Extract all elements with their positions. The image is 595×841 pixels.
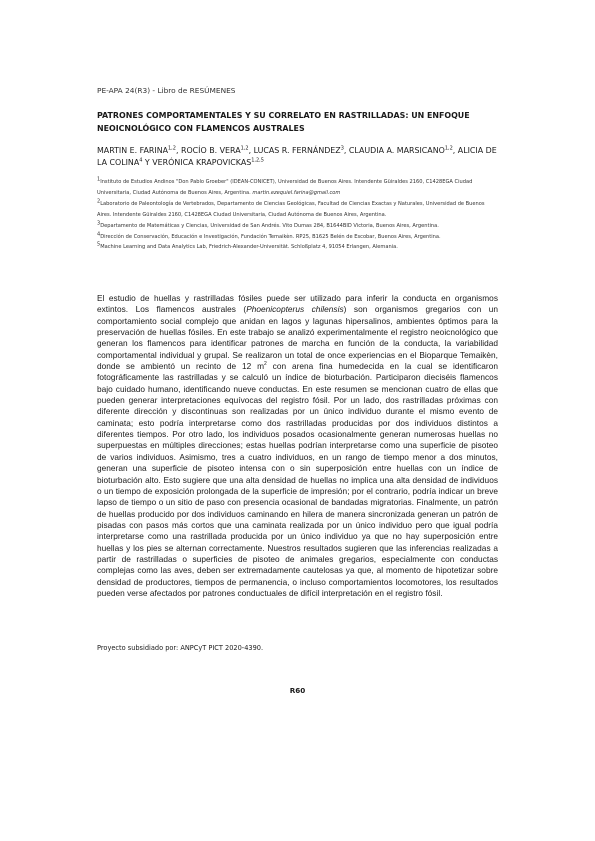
author: VERÓNICA KRAPOVICKAS: [152, 157, 252, 167]
author-separator: ,: [343, 146, 349, 155]
affiliation-mark: 4: [97, 230, 101, 237]
page-number: R60: [289, 686, 306, 695]
abstract-title: PATRONES COMPORTAMENTALES Y SU CORRELATO EN RASTRILLADAS: UN ENFOQUE NEOICNOLÓGICO CON FLAMENCOS AUSTRALES: [97, 111, 470, 133]
affiliation-text: Laboratorio de Paleontología de Vertebrados, Departamento de Ciencias Geológicas, Facultad de Ciencias Exactas y Naturales, Universidad de Buenos Aires. Intendente Güiraldes 2160, C1428EGA Ciudad Universitaria, Ciudad Autónoma de Buenos Aires, Argentina.: [97, 200, 485, 218]
affiliation: [97, 199, 497, 221]
author-affiliation-mark: 1,2: [240, 145, 249, 152]
affiliation-text: Instituto de Estudios Andinos "Don Pablo Groeber" (IDEAN-CONICET), Universidad de Buenos Aires. Intendente Güiraldes 2160, C1428EGA Ciudad Universitaria, Ciudad Autónoma de Buenos Aires, Argentina.: [97, 179, 473, 196]
affiliation: [97, 242, 497, 253]
author-affiliation-mark: 1,2,5: [251, 157, 264, 164]
abstract-text: con arena fina humedecida en la cual se identificaron fotográficamente las rastrilladas y se calculó un índice de bioturbación. Participaron dieciséis flamencos bajo cuidado humano, identificando nueve conductas. En este resumen se mencionan cuatro de ellas que pueden generar interpretaciones equívocas del registro fósil. Por un lado, dos rastrilladas próximas con diferente dirección y discontinuas son realizadas por un único individuo durante el mismo evento de caminata; esto podría interpretarse como dos rastrilladas producidas por dos individuos distintos a diferentes tiempos. Por otro lado, los individuos posados ocasionalmente generan numerosas huellas no superpuestas en múltiples direcciones; estas huellas podrían interpretarse como una superficie de pisoteo de varios individuos. Asimismo, tres a cuatro individuos, en un rango de tiempo menor a dos minutos, generan una superficie de pisoteo intensa con o sin superposición entre huellas con un índice de bioturbación alto. Esto sugiere que una alta densidad de huellas no implica una alta densidad de individuos o un tiempo de exposición prolongada de la superficie de impresión; por el contrario, podría indicar un breve lapso de tiempo o un sitio de paso con presencia ocasional de bandadas migratorias. Finalmente, un patrón de huellas producido por dos individuos caminando en hilera de manera sincronizada generan un patrón de pisadas con pasos más cortos que una caminata realizada por un único individuo pero que igual podría interpretarse como una rastrillada producida por un único individuo ya que no hay superposición entre huellas y los pies se alternan correctamente. Nuestros resultados sugieren que las inferencias realizadas a partir de rastrilladas o superficies de pisoteo de animales gregarios, especialmente con conductas complejas como las aves, deben ser extremadamente cautelosas ya que, al momento de hipotetizar sobre densidad de productores, tiempos de permanencia, o incluso comportamientos locomotores, los resultados pueden verse afectados por patrones conductuales de difícil interpretación en el registro fósil.: [97, 361, 498, 598]
author-list: [97, 145, 497, 169]
affiliation: [97, 177, 497, 199]
affiliation-text: Departamento de Matemáticas y Ciencias, Universidad de San Andrés. Vito Dumas 284, B1644BID Victoria, Buenos Aires, Argentina.: [100, 222, 439, 229]
author-affiliation-mark: 1,2: [168, 145, 176, 152]
funding-note: Proyecto subsidiado por: ANPCyT PICT 2020-4390.: [97, 644, 264, 652]
unit-exponent: 2: [264, 361, 267, 368]
affiliation-mark: 3: [97, 219, 101, 226]
author-affiliation-mark: 1,2: [444, 145, 453, 152]
author: LUCAS R. FERNÁNDEZ: [253, 146, 341, 155]
species-name: Phoenicopterus chilensis: [246, 304, 344, 315]
affiliation-mark: 1: [97, 176, 101, 183]
author: ALICIA DE LA COLINA: [97, 146, 497, 167]
affiliation-mark: 2: [97, 198, 101, 205]
abstract-text: El estudio de huellas y rastrilladas fósiles puede ser utilizado para inferir la conducta en organismos extintos. Los flamencos australes (: [97, 293, 498, 315]
affiliation: [97, 221, 497, 232]
author: ROCÍO B. VERA: [180, 146, 241, 155]
abstract-body: [97, 293, 498, 599]
author-email: martin.ezequiel.farina@gmail.com: [252, 189, 341, 196]
author-affiliation-mark: 3: [340, 145, 344, 152]
author-affiliation-mark: 4: [139, 157, 143, 164]
affiliation: [97, 232, 497, 243]
author: MARTIN E. FARINA: [97, 146, 168, 155]
affiliation-list: [97, 177, 497, 253]
author-separator: ,: [248, 146, 254, 155]
author-separator: Y: [142, 157, 153, 167]
affiliation-text: Dirección de Conservación, Educación e Investigación, Fundación Temaikèn. RP25, B1625 Belén de Escobar, Buenos Aires, Argentina.: [100, 233, 441, 240]
author-separator: ,: [452, 146, 458, 155]
author: CLAUDIA A. MARSICANO: [348, 146, 445, 155]
abstract-text: ) son organismos gregarios con un comportamiento social complejo que anidan en lagos y lagunas hipersalinos, ambientes óptimos para la preservación de huellas fósiles. En este trabajo se analizó experimentalmente el registro neoicnológico que generan los flamencos para identificar patrones de marcha en función de la conducta, la variabilidad comportamental individual y grupal. Se realizaron un total de once experiencias en el Bioparque Temaikèn, donde se ambientó un recinto de 12 m: [97, 304, 498, 372]
affiliation-text: Machine Learning and Data Analytics Lab, Friedrich-Alexander-Universität. Schloßplatz 4, 91054 Erlangen, Alemania.: [100, 244, 398, 251]
running-header: PE-APA 24(R3) - Libro de RESÚMENES: [97, 86, 236, 95]
author-separator: ,: [175, 146, 181, 155]
affiliation-mark: 5: [97, 241, 101, 248]
